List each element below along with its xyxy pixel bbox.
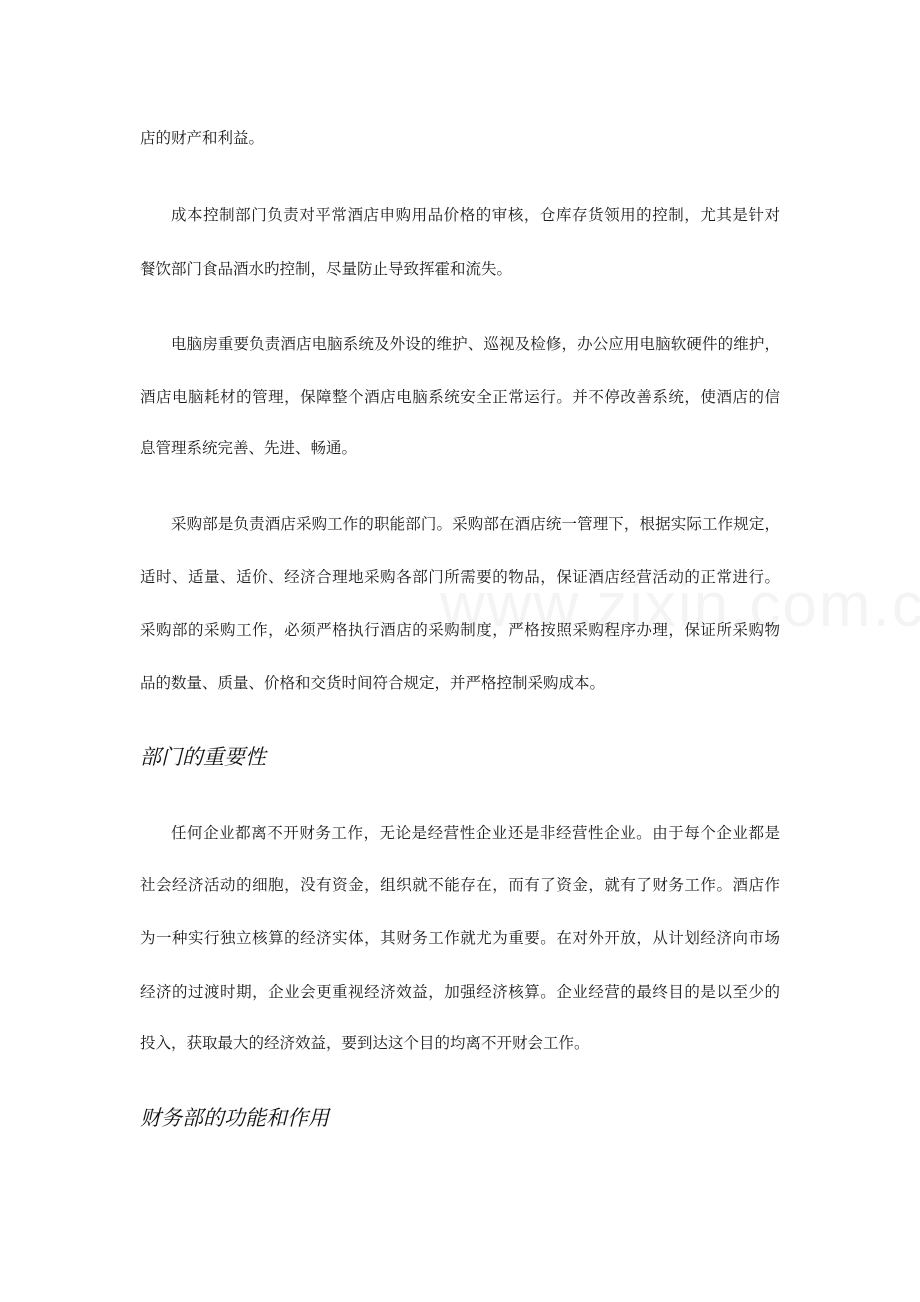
paragraph-line: 任何企业都离不开财务工作，无论是经营性企业还是非经营性企业。由于每个企业都是 [171, 824, 780, 842]
section-heading: 财务部的功能和作用 [140, 1106, 329, 1130]
paragraph-line: 经济的过渡时期，企业会更重视经济效益，加强经济核算。企业经营的最终目的是以至少的 [140, 983, 780, 1001]
section-heading: 部门的重要性 [140, 745, 266, 769]
paragraph-line: 为一种实行独立核算的经济实体，其财务工作就尤为重要。在对外开放，从计划经济向市场 [140, 929, 780, 947]
paragraph-line: 息管理系统完善、先进、畅通。 [140, 439, 358, 457]
paragraph-line: 社会经济活动的细胞，没有资金，组织就不能存在，而有了资金，就有了财务工作。酒店作 [140, 876, 780, 894]
paragraph-line: 适时、适量、适价、经济合理地采购各部门所需要的物品，保证酒店经营活动的正常进行。 [140, 568, 780, 586]
paragraph-line: 酒店电脑耗材的管理，保障整个酒店电脑系统安全正常运行。并不停改善系统，使酒店的信 [140, 388, 780, 406]
paragraph-line: 采购部是负责酒店采购工作的职能部门。采购部在酒店统一管理下，根据实际工作规定， [171, 515, 780, 533]
paragraph-line: 投入，获取最大的经济效益，要到达这个目的均离不开财会工作。 [140, 1034, 590, 1052]
paragraph-line: 采购部的采购工作，必须严格执行酒店的采购制度，严格按照采购程序办理，保证所采购物 [140, 621, 780, 639]
paragraph-line: 店的财产和利益。 [140, 129, 265, 147]
paragraph-line: 电脑房重要负责酒店电脑系统及外设的维护、巡视及检修，办公应用电脑软硬件的维护， [171, 335, 780, 353]
paragraph-line: 餐饮部门食品酒水旳控制，尽量防止导致挥霍和流失。 [140, 260, 513, 278]
paragraph-line: 品的数量、质量、价格和交货时间符合规定，并严格控制采购成本。 [140, 674, 606, 692]
paragraph-line: 成本控制部门负责对平常酒店申购用品价格的审核，仓库存货领用的控制，尤其是针对 [171, 206, 780, 224]
